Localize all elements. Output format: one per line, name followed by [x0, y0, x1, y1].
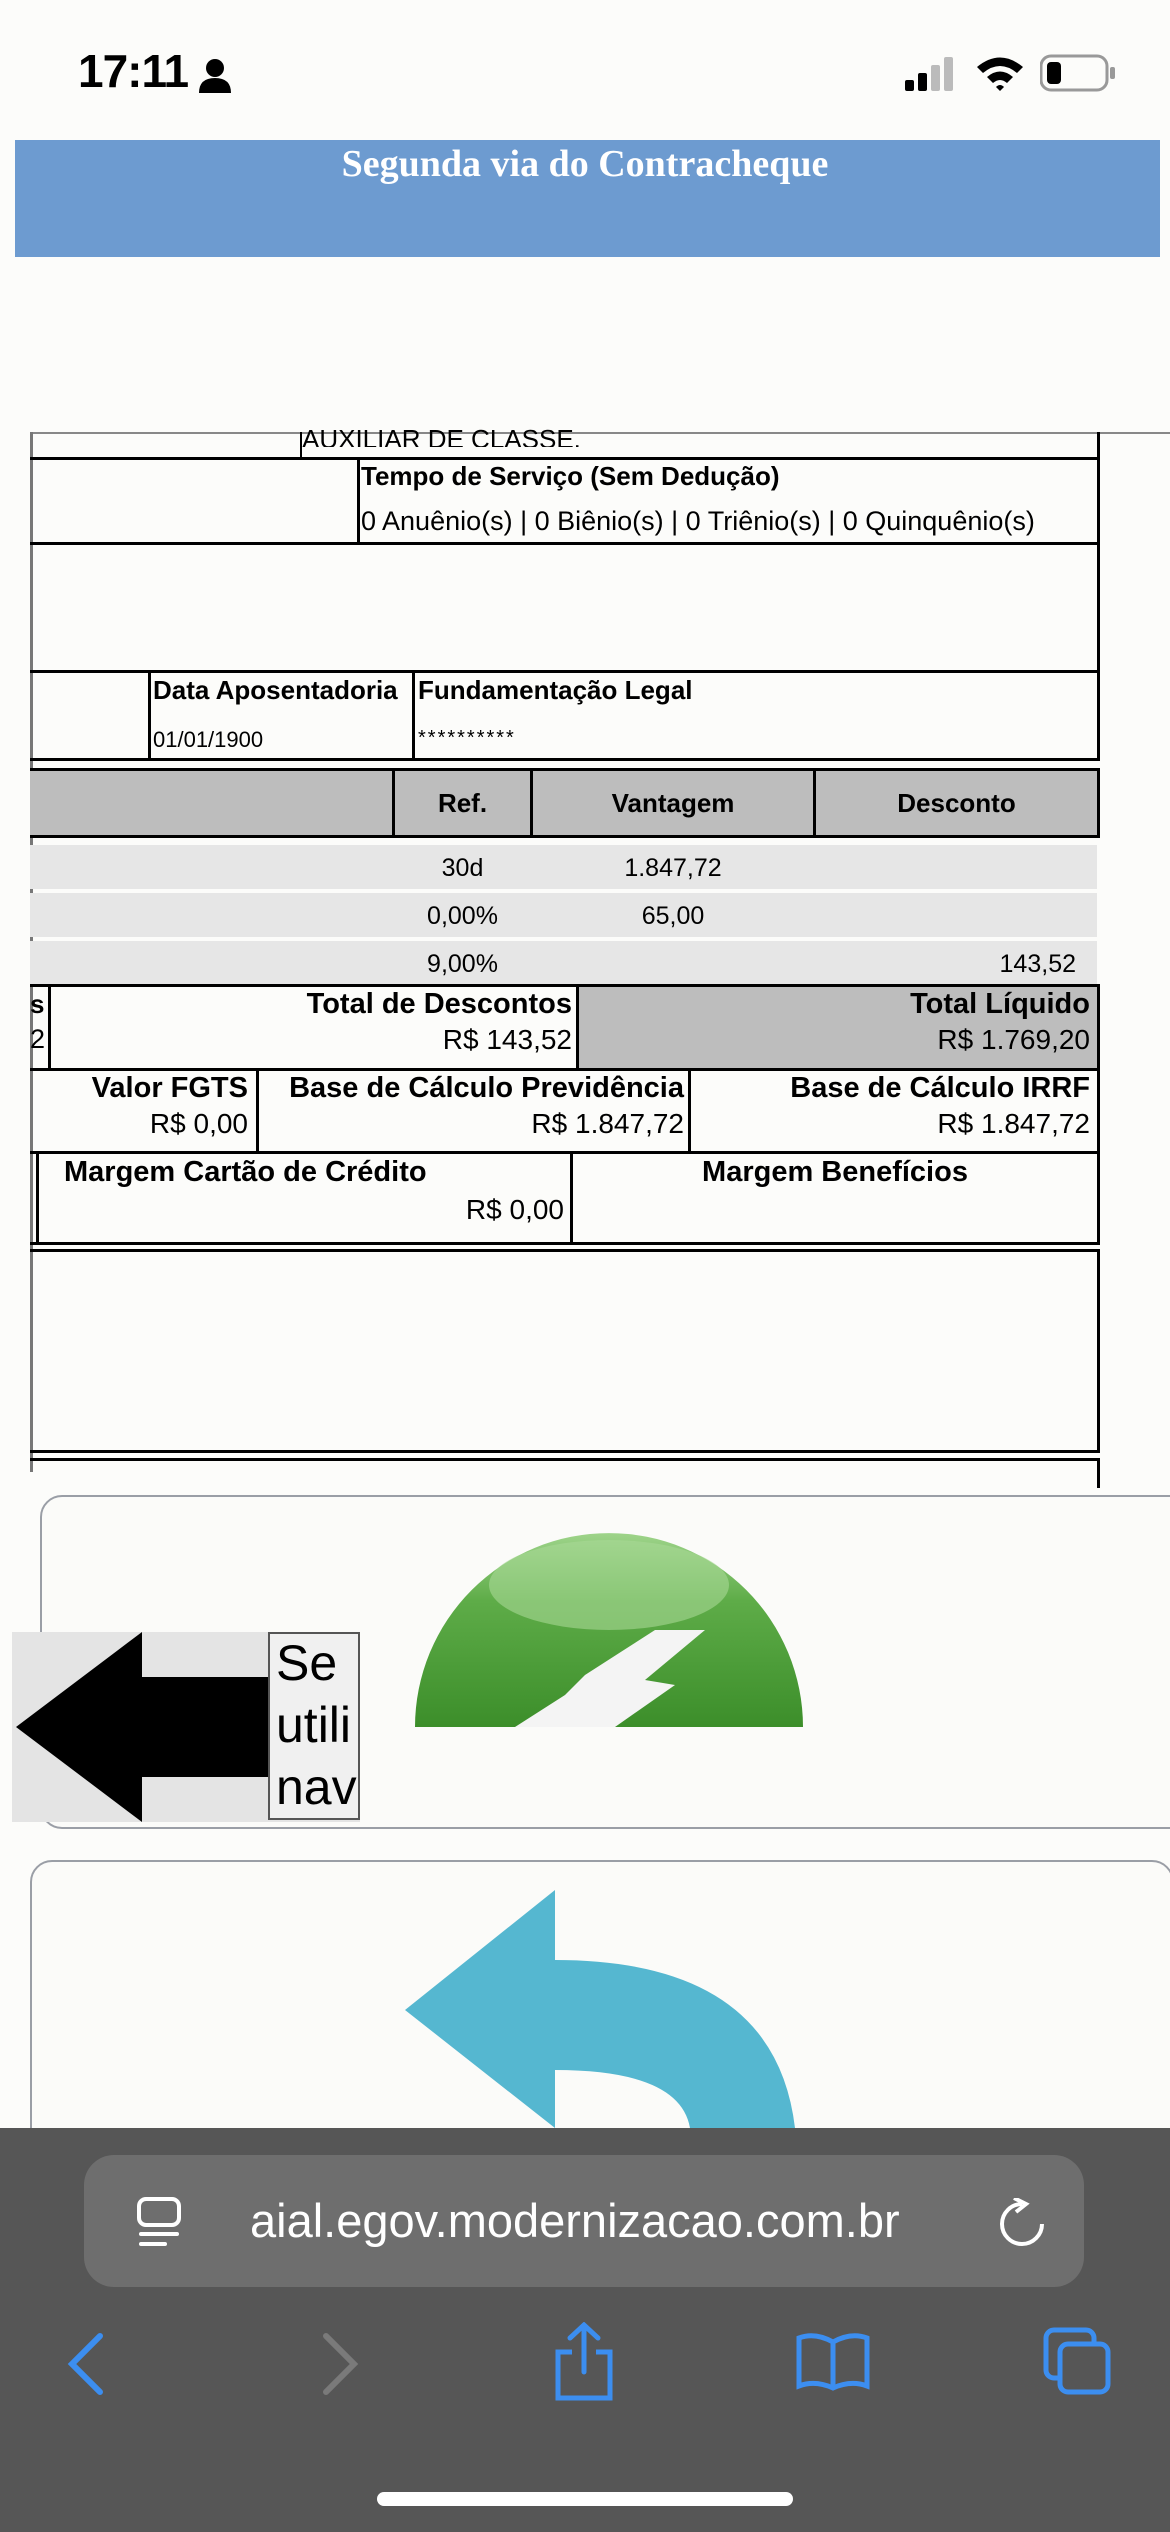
total-liquido-label: Total Líquido [910, 988, 1090, 1020]
fgts-label: Valor FGTS [91, 1072, 248, 1104]
data-aposentadoria-label: Data Aposentadoria [153, 675, 398, 705]
data-aposentadoria-value: 01/01/1900 [153, 727, 264, 752]
green-refresh-icon[interactable] [415, 1525, 803, 1727]
home-indicator [377, 2492, 793, 2506]
fundamentacao-value: ********** [418, 727, 516, 749]
total-descontos-label: Total de Descontos [306, 988, 572, 1020]
tempo-servico-value: 0 Anuênio(s) | 0 Biênio(s) | 0 Triênio(s) | 0 Quinquênio(s) [361, 506, 1035, 536]
chevron-left-icon[interactable] [66, 2332, 106, 2396]
margem-cartao-label: Margem Cartão de Crédito [64, 1156, 427, 1188]
margem-cartao-value: R$ 0,00 [465, 1194, 564, 1225]
base-irrf-label: Base de Cálculo IRRF [790, 1072, 1090, 1104]
status-time: 17:11 [78, 45, 189, 97]
chevron-right-icon[interactable] [320, 2332, 360, 2396]
tabs-icon[interactable] [1042, 2326, 1114, 2398]
col-ref: Ref. [437, 788, 488, 818]
margem-beneficios-label: Margem Benefícios [702, 1156, 968, 1188]
share-icon[interactable] [552, 2322, 616, 2402]
col-vantagem: Vantagem [611, 788, 735, 818]
row-desconto: 143,52 [999, 950, 1076, 978]
base-previdencia-label: Base de Cálculo Previdência [289, 1072, 684, 1104]
url-text[interactable]: aial.egov.modernizacao.com.br [250, 2194, 900, 2247]
col-desconto: Desconto [897, 788, 1016, 818]
battery-icon [1040, 54, 1116, 92]
person-icon [198, 58, 232, 94]
cut-left-value: 2 [30, 1024, 46, 1054]
cut-text: AUXILIAR DE CLASSE. [302, 424, 581, 447]
base-irrf-value: R$ 1.847,72 [937, 1108, 1090, 1139]
cut-left-label: s [30, 989, 45, 1019]
back-image-text: Se utili nav [268, 1632, 360, 1820]
fundamentacao-label: Fundamentação Legal [418, 675, 693, 705]
page-format-icon[interactable] [136, 2196, 184, 2248]
tempo-servico-label: Tempo de Serviço (Sem Dedução) [361, 461, 780, 491]
total-liquido-value: R$ 1.769,20 [937, 1024, 1090, 1055]
book-icon[interactable] [795, 2330, 871, 2392]
row-ref: 0,00% [427, 902, 498, 930]
row-ref: 30d [441, 854, 484, 882]
reload-icon[interactable] [996, 2198, 1048, 2250]
row-vantagem: 65,00 [641, 902, 705, 930]
fgts-value: R$ 0,00 [149, 1108, 248, 1139]
page-title: Segunda via do Contracheque [341, 143, 829, 185]
blue-return-arrow-icon[interactable] [405, 1890, 795, 2128]
wifi-icon [975, 54, 1025, 92]
signal-icon [905, 56, 957, 92]
base-previdencia-value: R$ 1.847,72 [531, 1108, 684, 1139]
row-vantagem: 1.847,72 [624, 854, 722, 882]
black-arrow-left-icon[interactable] [12, 1632, 272, 1822]
row-ref: 9,00% [427, 950, 498, 978]
total-descontos-value: R$ 143,52 [442, 1024, 572, 1055]
